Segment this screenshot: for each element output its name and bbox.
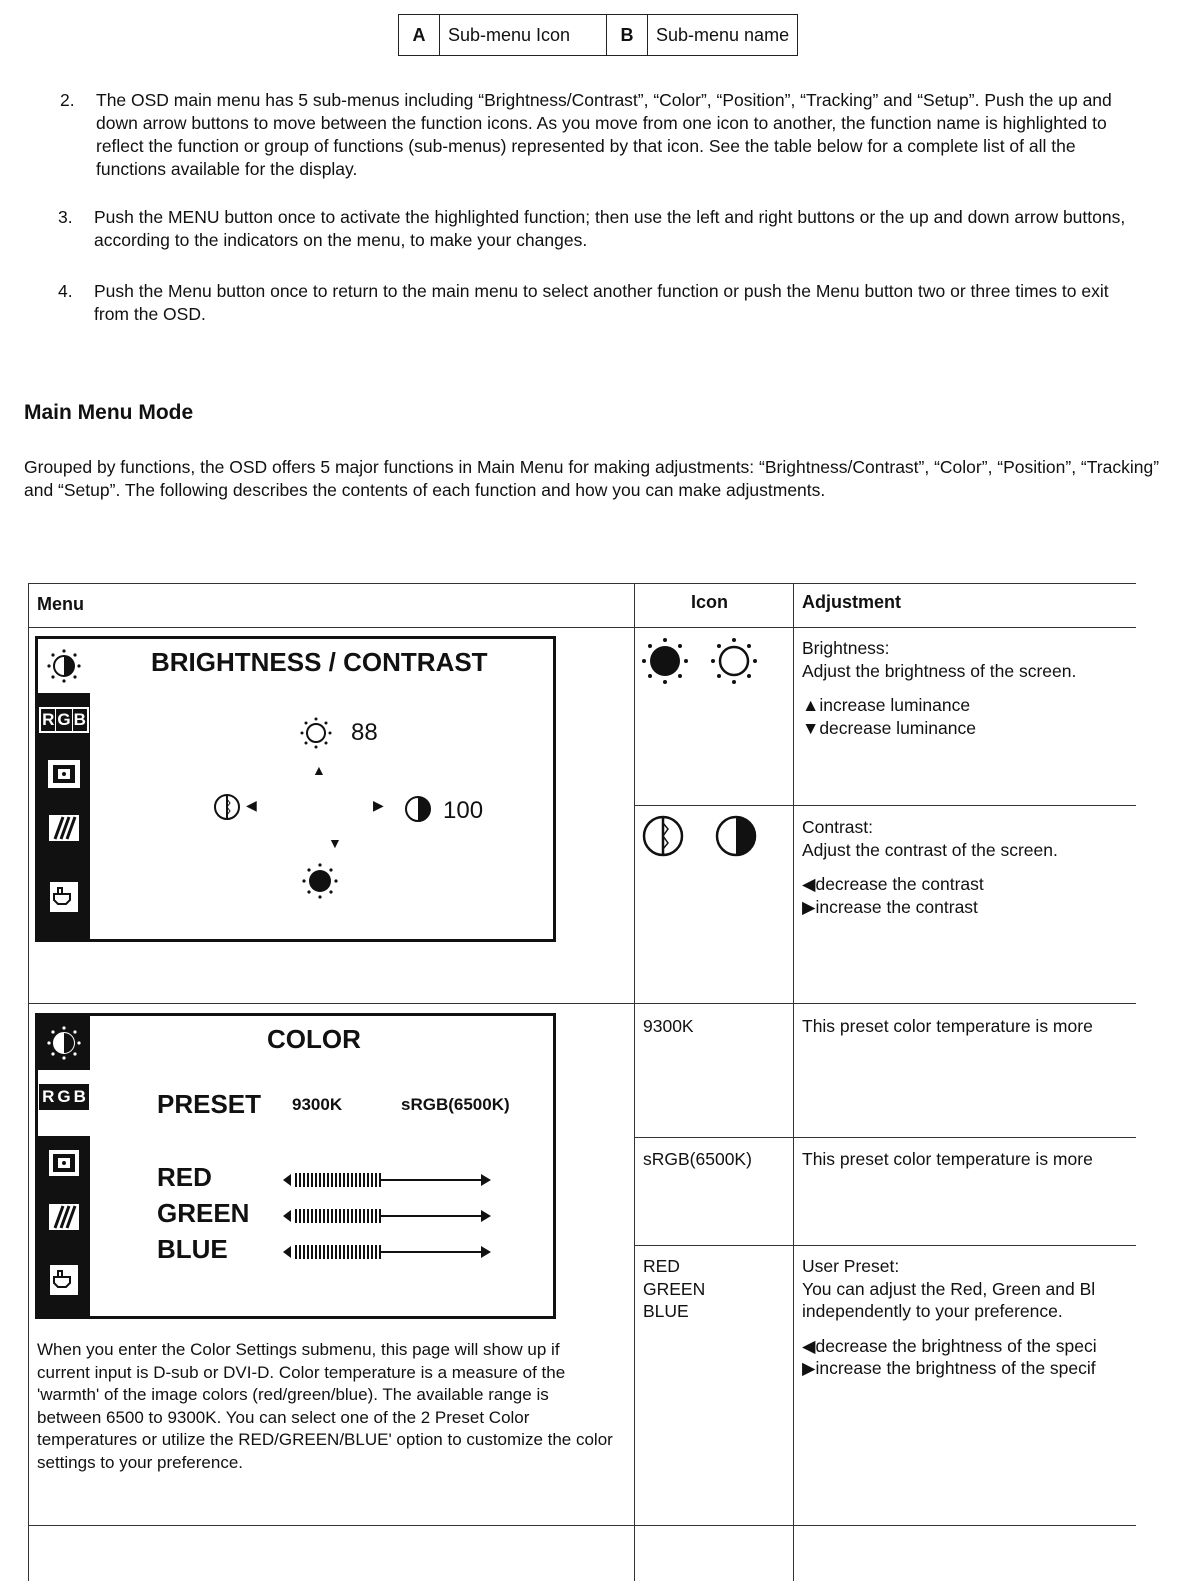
sidebar-position-icon [38,1136,90,1190]
icon-green: GREEN [643,1278,706,1299]
osd-brightness-contrast [35,636,556,942]
section-intro: Grouped by functions, the OSD offers 5 major functions in Main Menu for making adjustments: “Brightness/Contrast”, “Color”, “Position”, “Tracking” and “Setup”. The following describes the contents of each function and how you can make adjustments. [24,457,1160,500]
blue-slider[interactable] [283,1244,493,1265]
table-col-divider [634,583,635,1581]
brightness-desc: Adjust the brightness of the screen. [802,660,1077,681]
sidebar-tracking-icon [38,801,90,855]
arrow-left-icon: ◀ [246,797,257,813]
table-top-border [28,583,1136,584]
table-header-border [28,627,1136,628]
color-note: When you enter the Color Settings submenu, this page will show up if current input is D-sub or DVI-D. Color temperature is a measure of the 'warmth' of the image colors (red/green/blue). The available range is between 6500 to 9300K. You can select one of the 2 Preset Color temperatures or utilize the RED/GREEN/BLUE' option to customize the color settings to your preference. [37,1340,613,1472]
rgb-b: B [73,1087,86,1106]
user-preset-desc1: You can adjust the Red, Green and Bl [802,1278,1096,1299]
user-preset-label: User Preset: [802,1256,900,1276]
triangle-right-icon: ▶ [802,896,816,917]
legend-label-a: Sub-menu Icon [440,15,607,55]
user-left-text: decrease the brightness of the speci [815,1335,1097,1356]
green-slider[interactable] [283,1208,493,1229]
arrow-right-icon: ▶ [373,797,384,813]
sidebar-tracking-icon [38,1190,90,1244]
step-2 [60,89,1140,181]
osd-sidebar [38,1016,90,1316]
user-left-row [802,1335,1134,1358]
contrast-value: 100 [443,797,484,824]
contrast-right-text: increase the contrast [815,896,978,917]
user-preset-desc2: independently to your preference. [802,1301,1063,1321]
contrast-adjustment [802,816,1132,918]
red-label: RED [157,1162,212,1192]
contrast-desc: Adjust the contrast of the screen. [802,839,1058,860]
contrast-high-big-icon [714,813,758,864]
brightness-light-icon [710,637,758,690]
brightness-value: 88 [351,719,378,746]
sidebar-brightness-icon [38,639,90,693]
section-title: Main Menu Mode [24,401,194,424]
arrow-down-icon: ▼ [328,835,342,851]
brightness-up-row [802,694,1132,717]
brightness-label: Brightness: [802,638,890,658]
adj-srgb: This preset color temperature is more [802,1149,1093,1169]
legend-label-b: Sub-menu name [656,24,790,45]
brightness-dark-icon [641,637,689,690]
table-subrow-border [634,1137,1136,1138]
red-slider[interactable] [283,1172,493,1193]
legend-key-b: B [607,15,648,55]
table-col-divider [793,583,794,1581]
brightness-up-text: increase luminance [819,695,971,715]
rgb-g: G [57,710,71,729]
icon-9300k: 9300K [643,1016,694,1036]
adj-user-preset [802,1255,1134,1380]
preset-label: PRESET [157,1089,262,1119]
contrast-left-text: decrease the contrast [815,874,984,894]
green-label: GREEN [157,1198,250,1228]
contrast-high-icon [404,795,432,828]
step-number: 3. [58,207,73,227]
step-text: Push the Menu button once to return to the main menu to select another function or push the Menu button two or three times to exit from the OSD. [94,281,1109,324]
step-3 [58,206,1138,252]
triangle-left-icon: ◀ [802,874,816,894]
step-text: Push the MENU button once to activate the highlighted function; then use the left and right buttons or the up and down arrow buttons, according to the indicators on the menu, to make your changes. [94,207,1126,250]
sidebar-position-icon [38,747,90,801]
triangle-down-icon: ▼ [802,717,820,738]
sidebar-rgb-icon [38,1070,90,1124]
table-row-border [28,1003,1136,1004]
osd-sidebar [38,639,90,939]
preset-option-srgb[interactable]: sRGB(6500K) [401,1095,510,1114]
icon-red: RED [643,1256,680,1276]
legend-key-a: A [399,15,440,55]
header-menu: Menu [37,594,84,614]
header-adjustment: Adjustment [802,592,901,612]
step-4 [58,280,1138,326]
brightness-sun-icon [300,717,332,754]
contrast-left-row [802,873,1132,896]
preset-option-9300k[interactable]: 9300K [292,1095,343,1114]
icon-rgb-list [643,1255,705,1323]
contrast-low-big-icon [641,813,685,864]
adj-9300k: This preset color temperature is more [802,1016,1093,1036]
sidebar-rgb-icon [38,693,90,747]
icon-blue: BLUE [643,1301,689,1321]
brightness-down-row [802,717,1132,740]
rgb-b: B [73,710,86,729]
contrast-right-row [802,896,1132,919]
osd-color [35,1013,556,1319]
step-number: 4. [58,281,73,301]
osd-title: COLOR [267,1024,361,1054]
rgb-r: R [42,1087,55,1106]
contrast-low-icon [213,793,241,826]
sidebar-setup-icon [38,1244,90,1316]
step-text: The OSD main menu has 5 sub-menus including “Brightness/Contrast”, “Color”, “Position”, “Tracking” and “Setup”. Push the up and down arrow buttons to move between the function icons. As you move from one icon to another, the function name is highlighted to reflect the function or group of functions (sub-menus) represented by that icon. See the table below for a complete list of all the functions available for the display. [96,90,1112,179]
triangle-up-icon: ▲ [802,695,820,715]
rgb-g: G [57,1087,71,1106]
brightness-adjustment [802,637,1132,739]
table-subrow-border [634,1245,1136,1246]
brightness-down-text: decrease luminance [819,717,976,738]
brightness-dark-sun-icon [302,863,338,904]
step-number: 2. [60,90,75,110]
sidebar-setup-icon [38,855,90,939]
triangle-right-icon: ▶ [802,1358,816,1378]
icon-srgb: sRGB(6500K) [643,1149,752,1169]
user-right-row [802,1357,1134,1380]
blue-label: BLUE [157,1234,228,1264]
header-icon: Icon [691,592,729,612]
sidebar-brightness-icon [38,1016,90,1070]
arrow-up-icon: ▲ [312,762,326,778]
osd-title: BRIGHTNESS / CONTRAST [151,647,488,677]
table-row-border [28,1525,1136,1526]
legend-box [398,14,798,56]
rgb-r: R [42,710,55,729]
table-subrow-border [634,805,1136,806]
table-left-border [28,583,29,1581]
triangle-left-icon: ◀ [802,1335,816,1356]
user-right-text: increase the brightness of the specif [815,1358,1096,1378]
contrast-label: Contrast: [802,817,873,837]
